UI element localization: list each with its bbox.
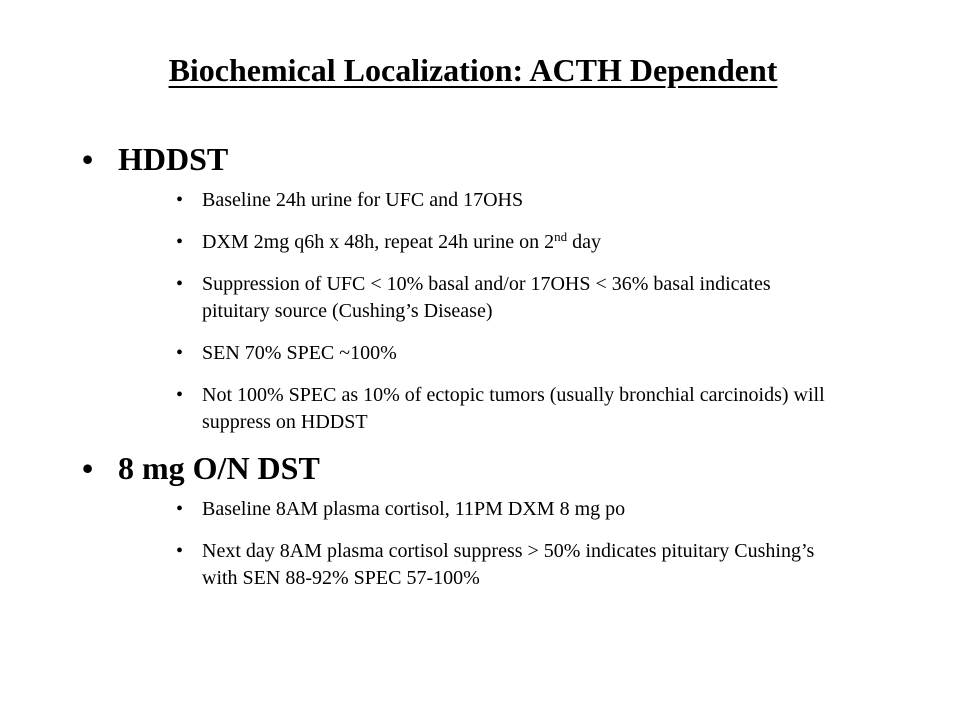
bullet-icon: • [176,342,184,364]
list-item [0,229,842,256]
bullet-icon: • [176,189,184,211]
section-heading-row [0,446,960,490]
section-heading-row [0,137,960,181]
list-item-text: Suppression of UFC < 10% basal and/or 17OHS < 36% basal indicates pituitary source (Cushing’s Disease) [202,273,771,322]
bullet-icon: • [176,540,184,562]
list-item [0,382,842,436]
list-item [0,496,842,523]
list-item [0,271,842,325]
bullet-icon: • [176,273,184,295]
list-item [0,187,842,214]
bullet-icon: • [176,231,184,253]
sub-bullet-list [0,496,960,592]
list-item [0,538,842,592]
section-heading: 8 mg O/N DST [118,450,320,486]
slide-title: Biochemical Localization: ACTH Dependent [168,52,778,88]
list-item-text-tail: day [567,231,602,253]
list-item-text: Baseline 8AM plasma cortisol, 11PM DXM 8 mg po [202,498,626,520]
list-item-text: Next day 8AM plasma cortisol suppress > 50% indicates pituitary Cushing’s with SEN 88-92% SPEC 57-100% [202,540,815,589]
sub-bullet-list [0,187,960,436]
ordinal-suffix: nd [554,229,568,244]
section-hddst [0,137,960,436]
bullet-icon: • [176,498,184,520]
bullet-icon: • [176,384,184,406]
bullet-icon: • [82,450,94,486]
list-item-text: SEN 70% SPEC ~100% [202,342,397,364]
section-heading: HDDST [118,141,229,177]
list-item-text: DXM 2mg q6h x 48h, repeat 24h urine on 2 [202,231,555,253]
list-item-text: Not 100% SPEC as 10% of ectopic tumors (usually bronchial carcinoids) will suppress on HDDST [202,384,825,433]
section-overnight-dst [0,446,960,592]
list-item-text: Baseline 24h urine for UFC and 17OHS [202,189,524,211]
bullet-icon: • [82,141,94,177]
list-item [0,340,842,367]
